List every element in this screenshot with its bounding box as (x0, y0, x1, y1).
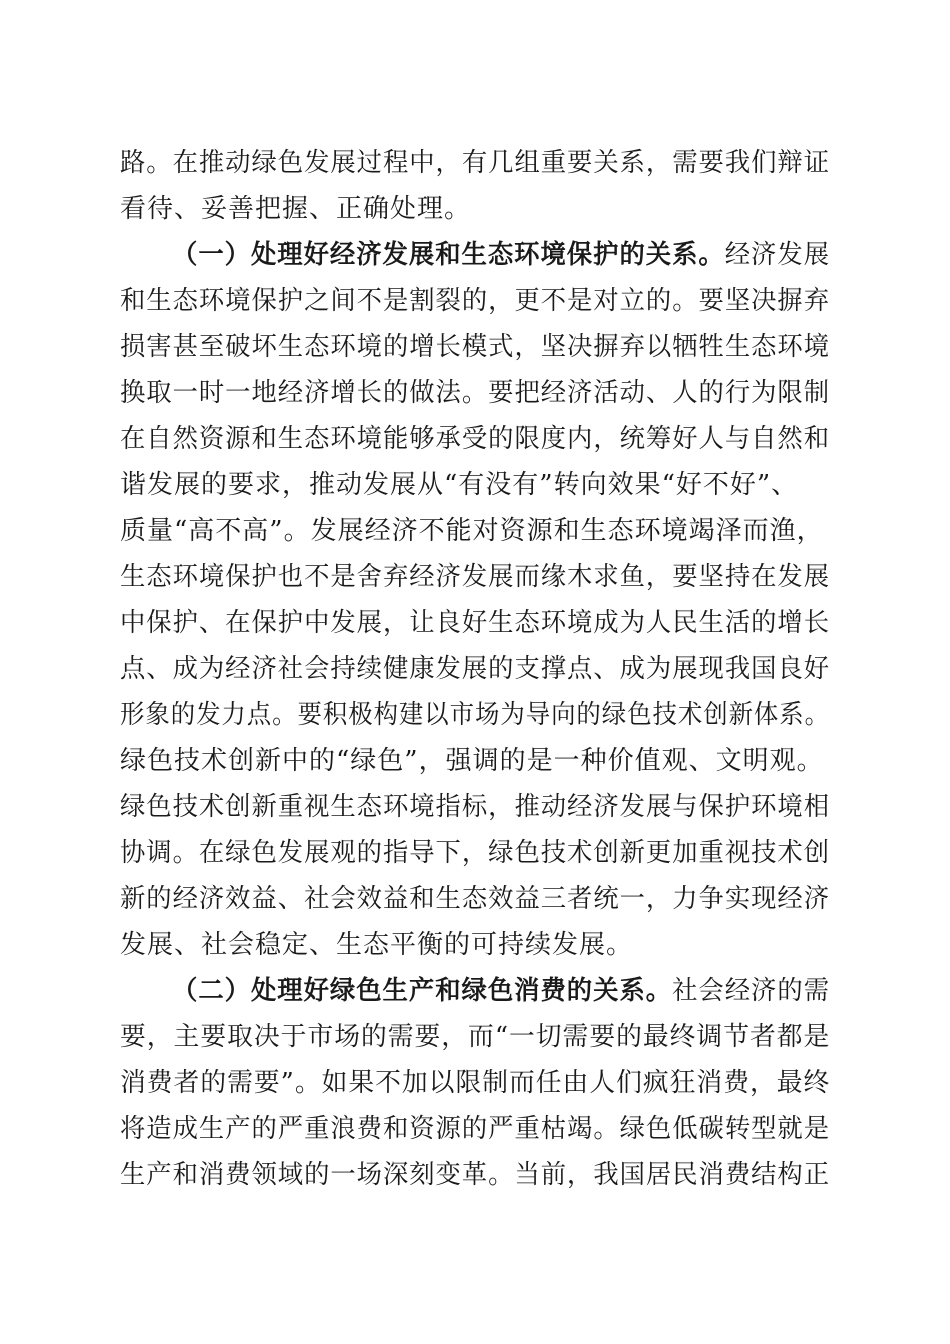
text-line: 协调。在绿色发展观的指导下，绿色技术创新更加重视技术创 (120, 838, 831, 868)
text-line: 将造成生产的严重浪费和资源的严重枯竭。绿色低碳转型就是 (120, 1114, 831, 1144)
text-line: 生产和消费领域的一场深刻变革。当前，我国居民消费结构正 (120, 1160, 831, 1190)
text-line: 生态环境保护也不是舍弃经济发展而缘木求鱼，要坚持在发展 (120, 562, 831, 592)
section-heading-line (172, 240, 830, 270)
text-line: 要，主要取决于市场的需要，而“一切需要的最终调节者都是 (120, 1022, 831, 1052)
text-line: 谐发展的要求，推动发展从“有没有”转向效果“好不好”、 (120, 470, 799, 500)
text-line: 消费者的需要”。如果不加以限制而任由人们疯狂消费，最终 (120, 1068, 831, 1098)
text-line: 路。在推动绿色发展过程中，有几组重要关系，需要我们辩证 (120, 148, 831, 178)
text-line: 绿色技术创新中的“绿色”，强调的是一种价值观、文明观。 (120, 746, 824, 776)
section-heading: （一）处理好经济发展和生态环境保护的关系。 (172, 240, 725, 270)
text-line: 点、成为经济社会持续健康发展的支撑点、成为展现我国良好 (120, 654, 831, 684)
section-heading-line (172, 976, 830, 1006)
text-line: 形象的发力点。要积极构建以市场为导向的绿色技术创新体系。 (120, 700, 831, 730)
text-run: 社会经济的需 (672, 976, 831, 1006)
text-line: 发展、社会稳定、生态平衡的可持续发展。 (120, 930, 634, 960)
text-line: 损害甚至破坏生态环境的增长模式，坚决摒弃以牺牲生态环境 (120, 332, 831, 362)
text-line: 在自然资源和生态环境能够承受的限度内，统筹好人与自然和 (120, 424, 831, 454)
text-line: 中保护、在保护中发展，让良好生态环境成为人民生活的增长 (120, 608, 831, 638)
section-heading: （二）处理好绿色生产和绿色消费的关系。 (172, 976, 673, 1006)
text-run: 经济发展 (724, 240, 831, 270)
text-line: 质量“高不高”。发展经济不能对资源和生态环境竭泽而渔， (120, 516, 824, 546)
text-line: 新的经济效益、社会效益和生态效益三者统一，力争实现经济 (120, 884, 831, 914)
text-line: 和生态环境保护之间不是割裂的，更不是对立的。要坚决摒弃 (120, 286, 831, 316)
text-line: 换取一时一地经济增长的做法。要把经济活动、人的行为限制 (120, 378, 831, 408)
text-line: 看待、妥善把握、正确处理。 (120, 194, 472, 224)
text-line: 绿色技术创新重视生态环境指标，推动经济发展与保护环境相 (120, 792, 831, 822)
